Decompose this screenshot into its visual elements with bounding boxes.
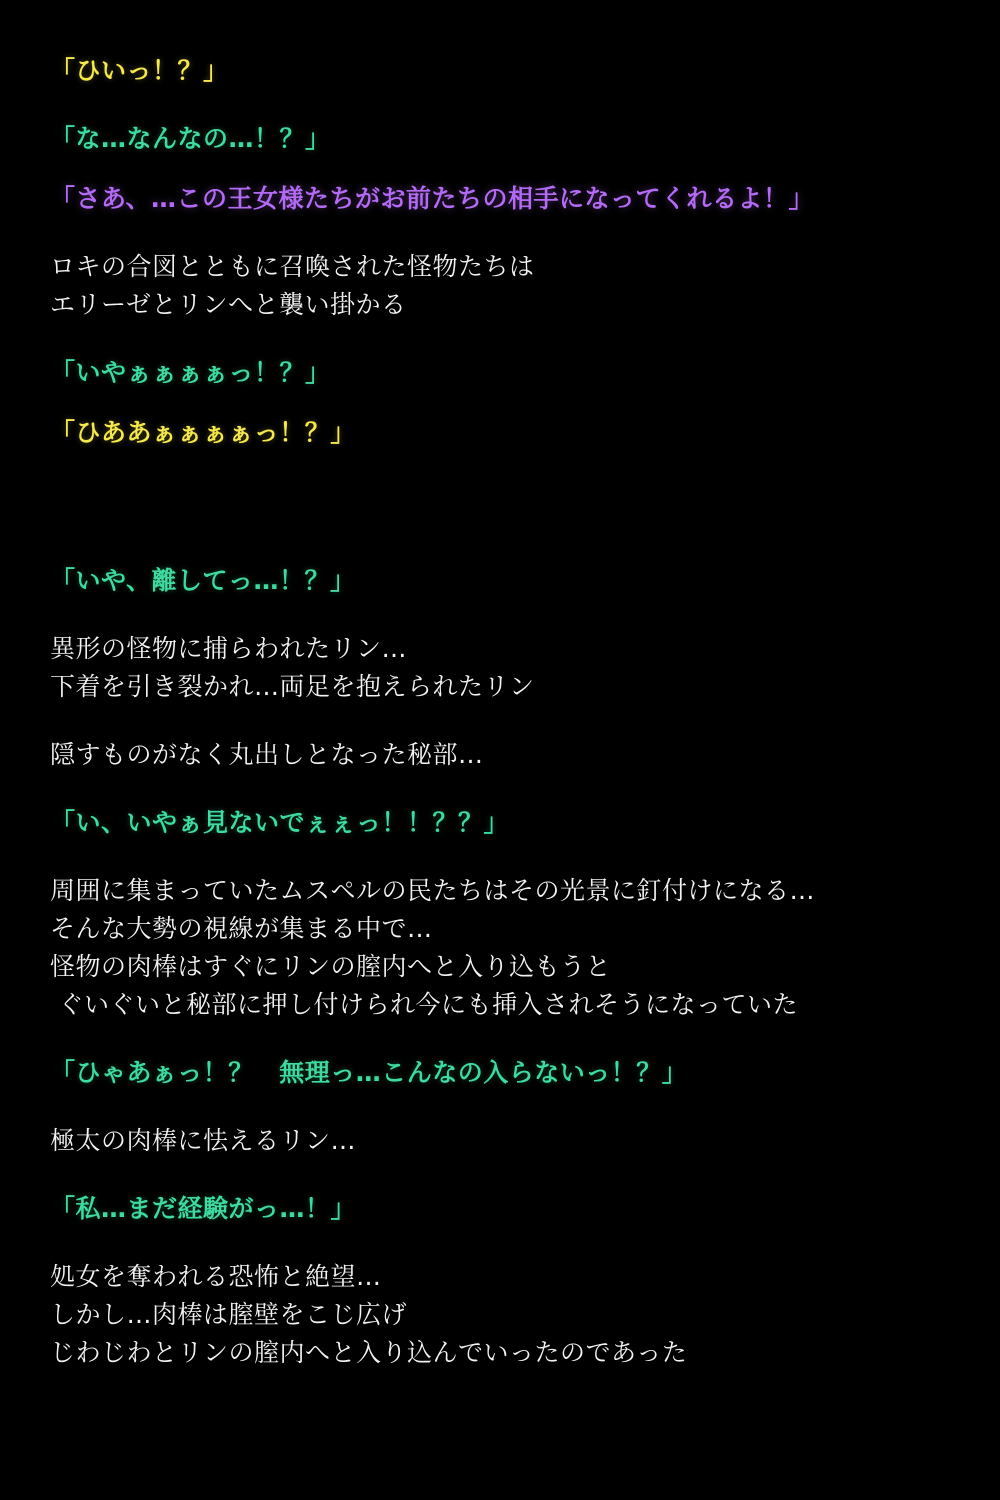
spacer [50, 1160, 950, 1190]
dialogue-block-7 [50, 562, 950, 600]
narration-line: 周囲に集まっていたムスペルの民たちはその光景に釘付けになる… [50, 876, 816, 905]
spacer [50, 1092, 950, 1122]
spacer [50, 706, 950, 736]
narration-line: ぐいぐいと秘部に押し付けられ今にも挿入されそうになっていた [50, 990, 798, 1019]
narration-block-4 [50, 248, 950, 324]
dialogue-block-10 [50, 804, 950, 842]
dialogue-line: 「ひああぁぁぁぁっ！？」 [50, 418, 356, 447]
narration-block-15 [50, 1258, 950, 1372]
dialogue-block-1 [50, 52, 950, 90]
narration-line: 極太の肉棒に怯えるリン… [50, 1126, 357, 1155]
spacer [50, 1024, 950, 1054]
narration-line: そんな大勢の視線が集まる中で… [50, 914, 433, 943]
narration-line: しかし…肉棒は膣壁をこじ広げ [50, 1300, 408, 1329]
dialogue-line: 「いやぁぁぁぁっ！？」 [50, 358, 331, 387]
spacer [50, 1228, 950, 1258]
narration-line: 隠すものがなく丸出しとなった秘部… [50, 740, 484, 769]
narration-line: じわじわとリンの膣内へと入り込んでいったのであった [50, 1338, 688, 1367]
narration-block-9 [50, 736, 950, 774]
narration-line: ロキの合図とともに召喚された怪物たちは [50, 252, 535, 281]
dialogue-line: 「い、いやぁ見ないでぇぇっ！！？？」 [50, 808, 510, 837]
dialogue-line: 「ひいっ！？」 [50, 56, 229, 85]
spacer [50, 774, 950, 804]
spacer [50, 392, 950, 414]
dialogue-line: 「私…まだ経験がっ…！」 [50, 1194, 357, 1223]
dialogue-block-6 [50, 414, 950, 452]
narration-line: エリーゼとリンへと襲い掛かる [50, 290, 407, 319]
narration-line: 異形の怪物に捕らわれたリン… [50, 634, 408, 663]
narration-line: 怪物の肉棒はすぐにリンの膣内へと入り込もうと [50, 952, 612, 981]
dialogue-line: 「な…なんなの…！？」 [50, 124, 331, 153]
dialogue-line: 「いや、離してっ…！？」 [50, 566, 356, 595]
spacer [50, 324, 950, 354]
spacer [50, 452, 950, 522]
narration-line: 処女を奪われる恐怖と絶望… [50, 1262, 382, 1291]
dialogue-line: 「ひゃあぁっ！？ 無理っ…こんなの入らないっ！？」 [50, 1058, 688, 1087]
spacer [50, 522, 950, 562]
dialogue-block-12 [50, 1054, 950, 1092]
spacer [50, 842, 950, 872]
dialogue-block-2 [50, 120, 950, 158]
narration-block-11 [50, 872, 950, 1024]
dialogue-block-5 [50, 354, 950, 392]
dialogue-block-3 [50, 180, 950, 218]
narration-block-13 [50, 1122, 950, 1160]
spacer [50, 90, 950, 120]
narration-block-8 [50, 630, 950, 706]
spacer [50, 158, 950, 180]
spacer [50, 600, 950, 630]
dialogue-line: 「さあ、…この王女様たちがお前たちの相手になってくれるよ！」 [50, 184, 815, 213]
dialogue-block-14 [50, 1190, 950, 1228]
spacer [50, 218, 950, 248]
narration-line: 下着を引き裂かれ…両足を抱えられたリン [50, 672, 535, 701]
